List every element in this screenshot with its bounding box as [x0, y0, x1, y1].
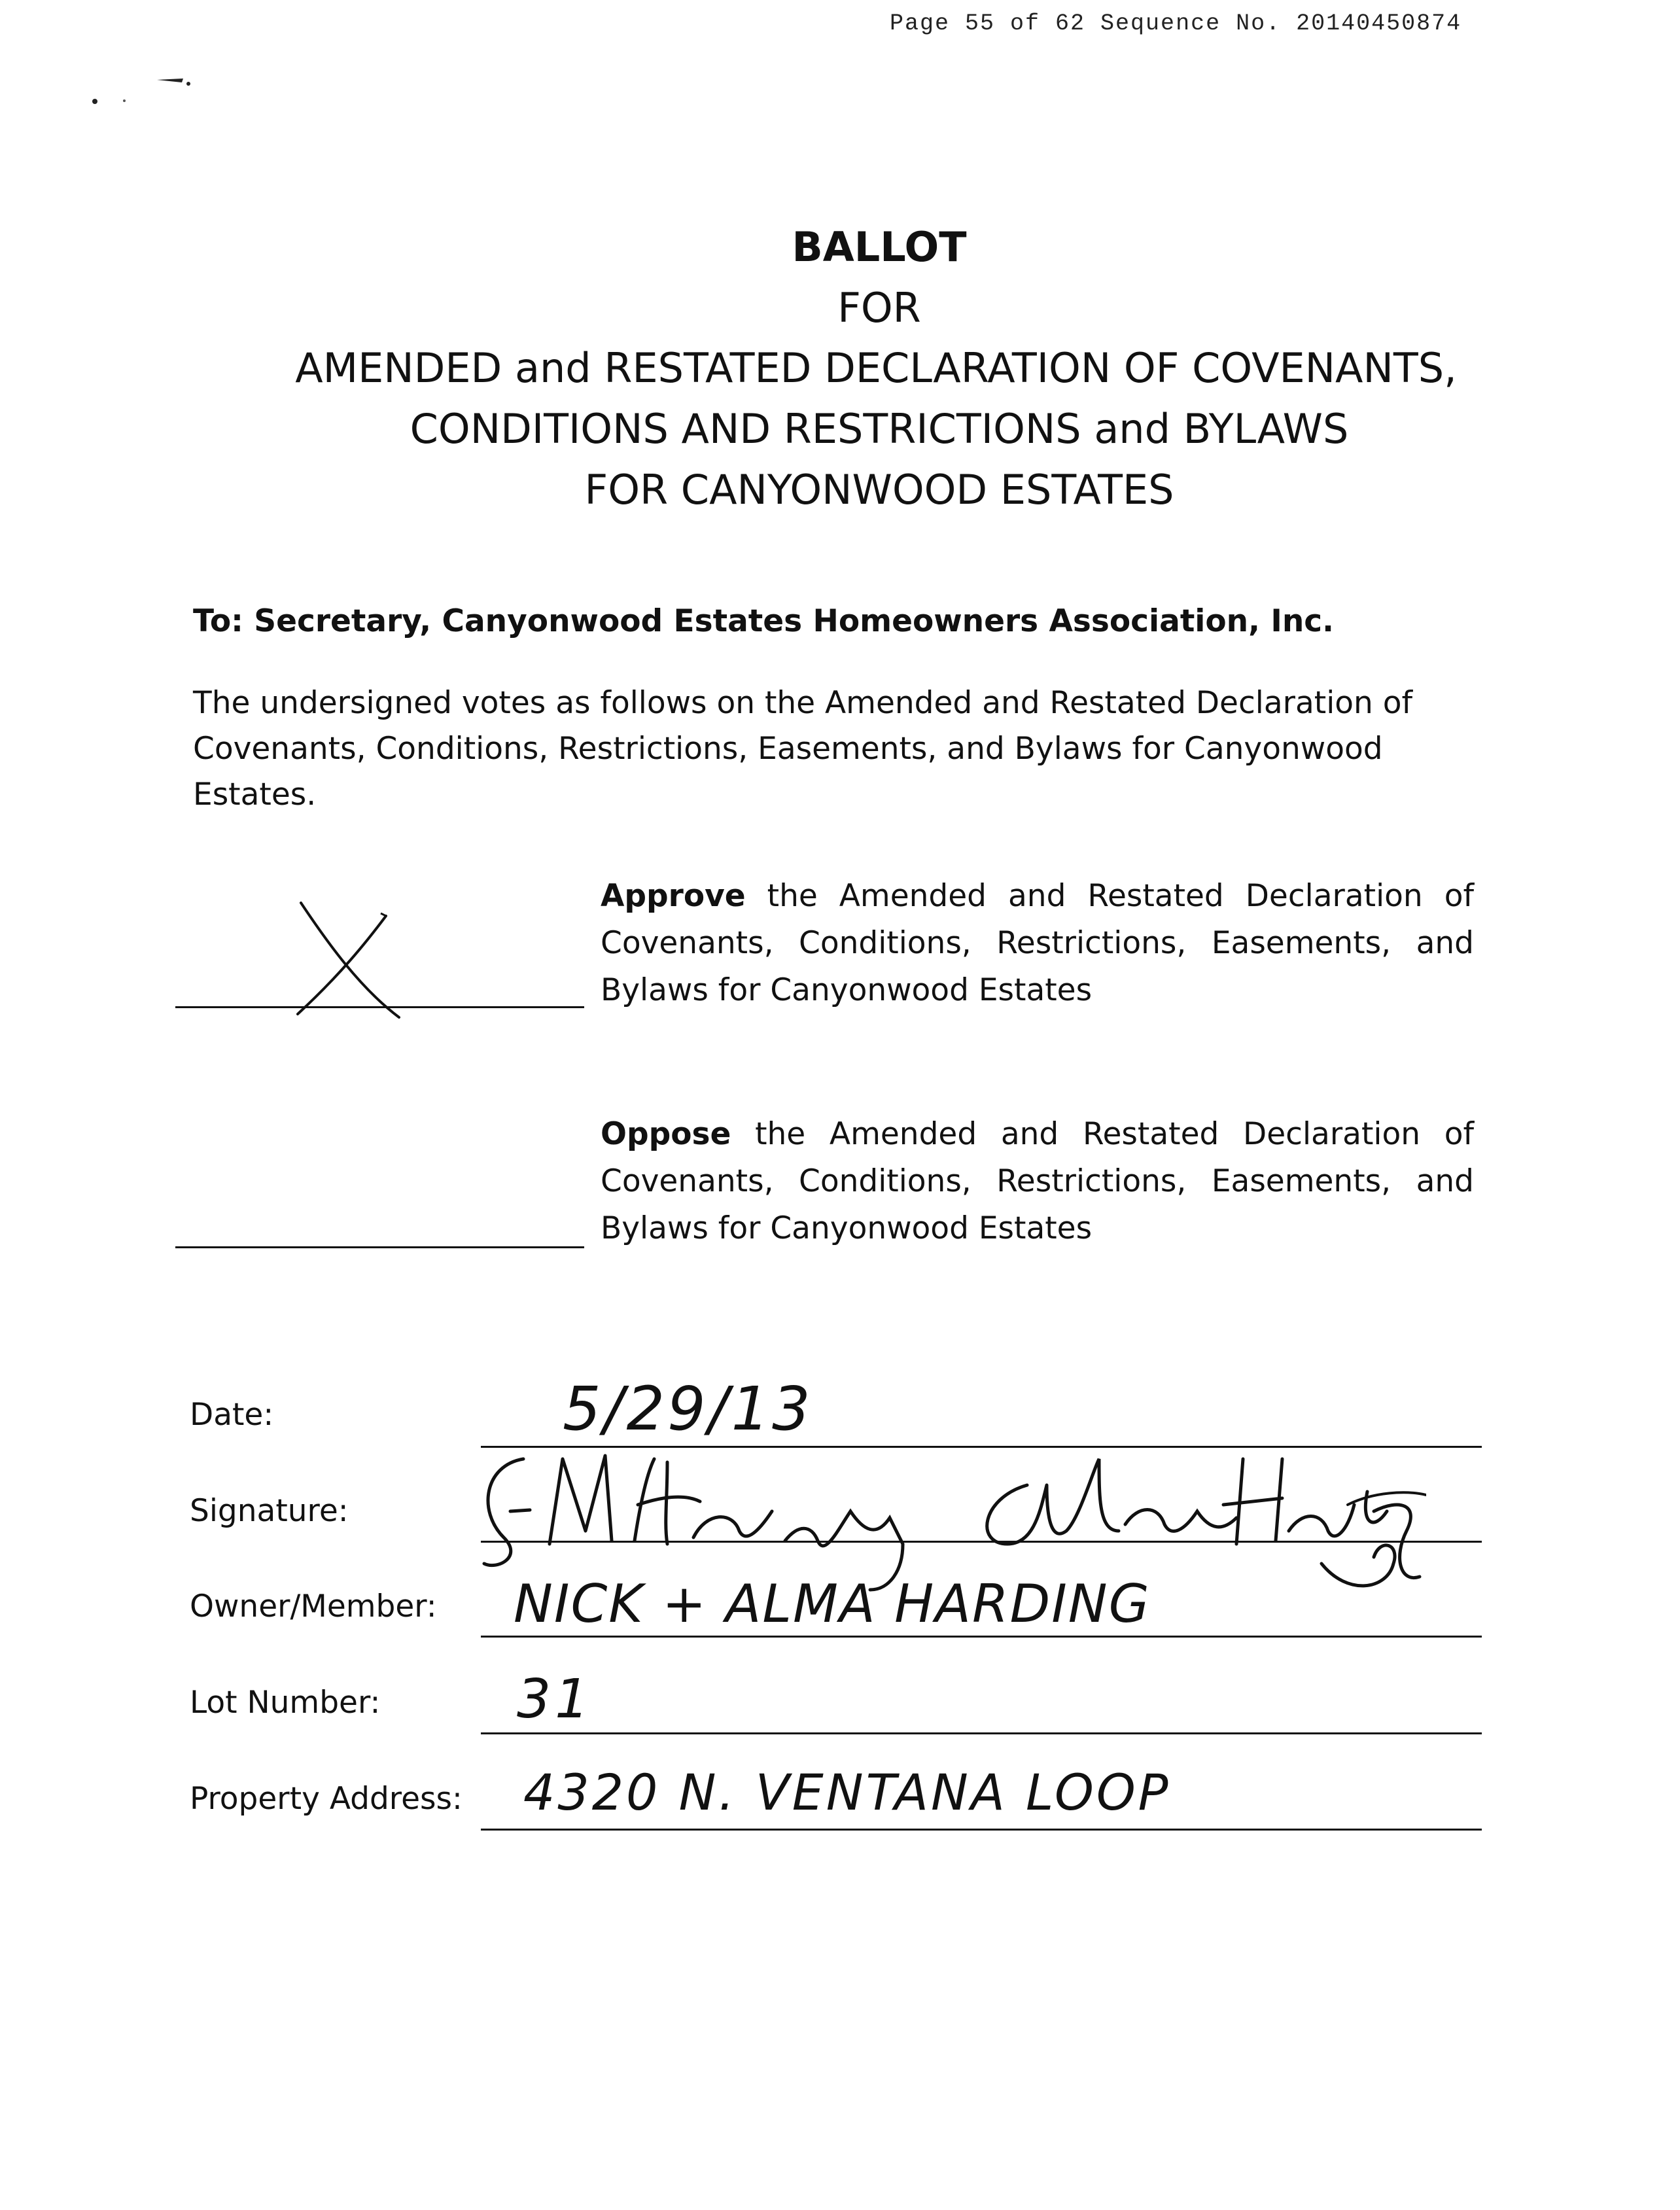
approve-vote-line[interactable]: [175, 1006, 584, 1008]
lot-number-handwritten: 31: [517, 1668, 593, 1730]
lot-number-line[interactable]: [481, 1732, 1482, 1734]
approve-x-mark: [288, 896, 419, 1021]
oppose-keyword: Oppose: [601, 1116, 731, 1152]
ballot-title-block: [0, 216, 1680, 520]
ballot-title: BALLOT: [792, 223, 967, 271]
approve-description: the Amended and Restated Declaration of Covenants, Conditions, Restrictions, Easements, and Bylaws for Canyonwood Estates: [601, 878, 1474, 1008]
signature-label: Signature:: [190, 1493, 349, 1529]
ballot-title-for: FOR: [837, 284, 921, 332]
signature-line[interactable]: [481, 1541, 1482, 1543]
owner-member-line[interactable]: [481, 1636, 1482, 1638]
oppose-option-text: [601, 1111, 1474, 1252]
ballot-title-line3: AMENDED and RESTATED DECLARATION OF COVENANTS,: [295, 344, 1457, 392]
owner-member-label: Owner/Member:: [190, 1588, 437, 1624]
property-address-label: Property Address:: [190, 1781, 463, 1817]
oppose-vote-line[interactable]: [175, 1246, 584, 1248]
ballot-title-line4: CONDITIONS AND RESTRICTIONS and BYLAWS: [410, 405, 1349, 453]
scan-speck-marks: [85, 72, 196, 111]
ballot-title-line5: FOR CANYONWOOD ESTATES: [584, 466, 1174, 514]
owner-member-handwritten: NICK + ALMA HARDING: [514, 1573, 1151, 1634]
addressee-line: To: Secretary, Canyonwood Estates Homeowners Association, Inc.: [193, 603, 1335, 639]
date-label: Date:: [190, 1397, 274, 1433]
date-handwritten: 5/29/13: [563, 1374, 813, 1444]
intro-paragraph: The undersigned votes as follows on the Amended and Restated Declaration of Covenants, Conditions, Restrictions, Easements, and Bylaws for Canyonwood Estates.: [193, 685, 1413, 813]
approve-option-text: [601, 873, 1474, 1014]
approve-keyword: Approve: [601, 878, 746, 914]
property-address-handwritten: 4320 N. VENTANA LOOP: [523, 1763, 1171, 1821]
page-sequence-header: Page 55 of 62 Sequence No. 20140450874: [890, 10, 1462, 37]
oppose-description: the Amended and Restated Declaration of Covenants, Conditions, Restrictions, Easements, and Bylaws for Canyonwood Estates: [601, 1116, 1474, 1246]
lot-number-label: Lot Number:: [190, 1685, 381, 1721]
property-address-line[interactable]: [481, 1829, 1482, 1831]
